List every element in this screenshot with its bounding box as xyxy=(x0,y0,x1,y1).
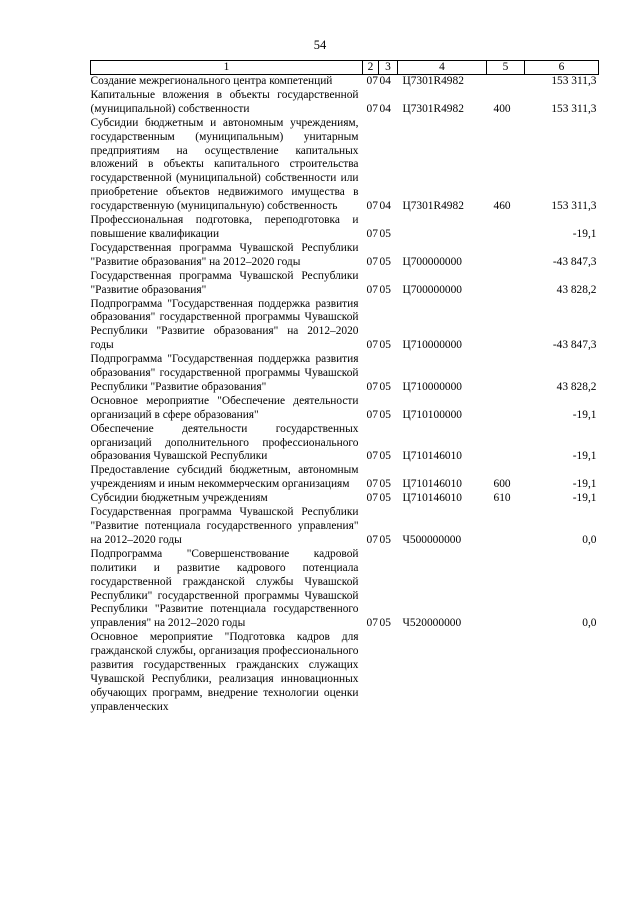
row-amount: -19,1 xyxy=(572,492,597,505)
row-name: Создание межрегионального центра компетенций xyxy=(90,75,333,87)
row-name: Основное мероприятие "Подготовка кадров для гражданской службы, организация профессионального развития государственных гражданских служащих Чувашской Республики, реализация инновационных обучающих программ, внедрение технологии оценки управленческих xyxy=(90,631,359,713)
row-name: Государственная программа Чувашской Республики "Развитие потенциала государственного управления" на 2012–2020 годы xyxy=(90,506,359,546)
row-subsection: 05 xyxy=(379,492,391,505)
row-name: Подпрограмма "Совершенствование кадровой политики и развитие кадрового потенциала государственной гражданской службы Чувашской Республики" государственной программы Чувашской Республики "Развитие потенциала государственного управления" на 2012–2020 годы xyxy=(90,547,359,630)
row-expense-type xyxy=(487,423,525,465)
row-subsection: 05 xyxy=(379,227,391,240)
row-target-article: Ц7301R4982 xyxy=(402,75,464,87)
row-target-article: Ц700000000 xyxy=(402,283,462,296)
row-section: 07 xyxy=(366,617,378,630)
row-expense-type xyxy=(487,270,525,298)
row-target-article: Ц7301R4982 xyxy=(402,200,464,213)
row-expense-type xyxy=(487,242,525,270)
row-expense-type: 400 xyxy=(493,102,511,115)
row-subsection: 05 xyxy=(379,255,391,268)
table-row xyxy=(91,395,599,423)
row-target-article: Ч500000000 xyxy=(402,533,462,546)
row-name: Государственная программа Чувашской Республики "Развитие образования" на 2012–2020 годы xyxy=(90,241,359,268)
row-subsection: 05 xyxy=(379,339,391,352)
row-amount: 0,0 xyxy=(582,617,597,630)
header-cell-target-article: 4 xyxy=(398,61,487,75)
row-subsection: 05 xyxy=(379,617,391,630)
table-row xyxy=(91,214,599,242)
row-section: 07 xyxy=(366,478,378,491)
row-amount: 43 828,2 xyxy=(556,283,597,296)
table-row xyxy=(91,117,599,214)
row-subsection: 04 xyxy=(379,75,391,87)
table-row xyxy=(91,298,599,354)
row-section: 07 xyxy=(366,255,378,268)
row-amount: 43 828,2 xyxy=(556,380,597,393)
row-name: Государственная программа Чувашской Республики "Развитие образования" xyxy=(90,269,359,296)
row-subsection: 05 xyxy=(379,283,391,296)
row-target-article xyxy=(398,631,487,714)
table-row xyxy=(91,353,599,395)
table-row xyxy=(91,548,599,631)
row-section: 07 xyxy=(366,75,378,87)
row-target-article: Ц7301R4982 xyxy=(402,102,464,115)
row-section: 07 xyxy=(366,200,378,213)
row-target-article: Ц710146010 xyxy=(402,492,462,505)
row-amount: 0,0 xyxy=(582,533,597,546)
header-cell-expense-type: 5 xyxy=(487,61,525,75)
row-amount: -19,1 xyxy=(572,227,597,240)
row-section: 07 xyxy=(366,492,378,505)
row-expense-type xyxy=(487,298,525,354)
row-amount: -43 847,3 xyxy=(552,339,597,352)
row-amount xyxy=(525,631,599,714)
table-row xyxy=(91,89,599,117)
row-expense-type xyxy=(487,75,525,89)
table-row xyxy=(91,631,599,714)
row-section: 07 xyxy=(366,380,378,393)
row-target-article: Ц710146010 xyxy=(402,450,462,463)
row-amount: -43 847,3 xyxy=(552,255,597,268)
row-expense-type: 610 xyxy=(493,492,511,505)
row-target-article: Ц700000000 xyxy=(402,255,462,268)
table-row xyxy=(91,464,599,492)
row-section: 07 xyxy=(366,533,378,546)
row-name: Профессиональная подготовка, переподготовка и повышение квалификации xyxy=(90,214,359,240)
row-subsection: 04 xyxy=(379,102,391,115)
row-name: Подпрограмма "Государственная поддержка развития образования" государственной программы Чувашской Республики "Развитие образования" на 2012–2020 годы xyxy=(90,297,359,352)
row-expense-type xyxy=(487,214,525,242)
row-target-article: Ц710000000 xyxy=(402,380,462,393)
table-body xyxy=(91,75,599,715)
row-section: 07 xyxy=(366,339,378,352)
row-section xyxy=(363,631,379,714)
row-subsection: 05 xyxy=(379,450,391,463)
row-subsection: 05 xyxy=(379,478,391,491)
header-cell-amount: 6 xyxy=(525,61,599,75)
row-section: 07 xyxy=(366,283,378,296)
row-name: Предоставление субсидий бюджетным, автономным учреждениям и иным некоммерческим организациям xyxy=(90,464,359,491)
header-cell-subsection: 3 xyxy=(379,61,398,75)
row-amount: 153 311,3 xyxy=(551,75,597,87)
row-target-article: Ц710000000 xyxy=(402,339,462,352)
budget-table xyxy=(90,60,599,715)
row-subsection: 05 xyxy=(379,533,391,546)
header-cell-name: 1 xyxy=(91,61,363,75)
row-subsection: 04 xyxy=(379,200,391,213)
row-expense-type: 600 xyxy=(493,478,511,491)
row-name: Субсидии бюджетным и автономным учреждениям, государственным (муниципальным) унитарным предприятиям на осуществление капитальных вложений в объекты капитального строительства государственной (муниципальной) собственности или приобретение объектов недвижимого имущества в государственную (муниципальную) собственность xyxy=(90,116,359,213)
row-name: Капитальные вложения в объекты государственной (муниципальной) собственности xyxy=(90,88,359,115)
row-expense-type: 460 xyxy=(493,200,511,213)
header-cell-section: 2 xyxy=(363,61,379,75)
row-target-article: Ч520000000 xyxy=(402,617,462,630)
row-target-article: Ц710100000 xyxy=(402,408,462,421)
row-name: Обеспечение деятельности государственных организаций дополнительного профессионального образования Чувашской Республики xyxy=(90,422,359,463)
row-name: Субсидии бюджетным учреждениям xyxy=(90,492,268,505)
row-expense-type xyxy=(487,548,525,631)
row-section: 07 xyxy=(366,450,378,463)
table-row xyxy=(91,492,599,506)
row-subsection: 05 xyxy=(379,408,391,421)
row-section: 07 xyxy=(366,102,378,115)
row-name: Основное мероприятие "Обеспечение деятельности организаций в сфере образования" xyxy=(90,394,359,421)
table-row xyxy=(91,75,599,89)
row-target-article xyxy=(398,214,487,242)
row-expense-type xyxy=(487,395,525,423)
row-expense-type xyxy=(487,506,525,548)
row-amount: 153 311,3 xyxy=(551,102,597,115)
row-amount: -19,1 xyxy=(572,478,597,491)
row-amount: -19,1 xyxy=(572,408,597,421)
table-row xyxy=(91,423,599,465)
table-row xyxy=(91,242,599,270)
row-expense-type xyxy=(487,631,525,714)
row-name: Подпрограмма "Государственная поддержка развития образования" государственной программы Чувашской Республики "Развитие образования" xyxy=(90,353,359,393)
row-subsection xyxy=(379,631,398,714)
row-section: 07 xyxy=(366,227,378,240)
page-number: 54 xyxy=(313,38,327,52)
table-header xyxy=(91,61,599,75)
table-row xyxy=(91,506,599,548)
row-expense-type xyxy=(487,353,525,395)
row-section: 07 xyxy=(366,408,378,421)
row-amount: -19,1 xyxy=(572,450,597,463)
row-target-article: Ц710146010 xyxy=(402,478,462,491)
row-subsection: 05 xyxy=(379,380,391,393)
table-row xyxy=(91,270,599,298)
row-amount: 153 311,3 xyxy=(551,200,597,213)
